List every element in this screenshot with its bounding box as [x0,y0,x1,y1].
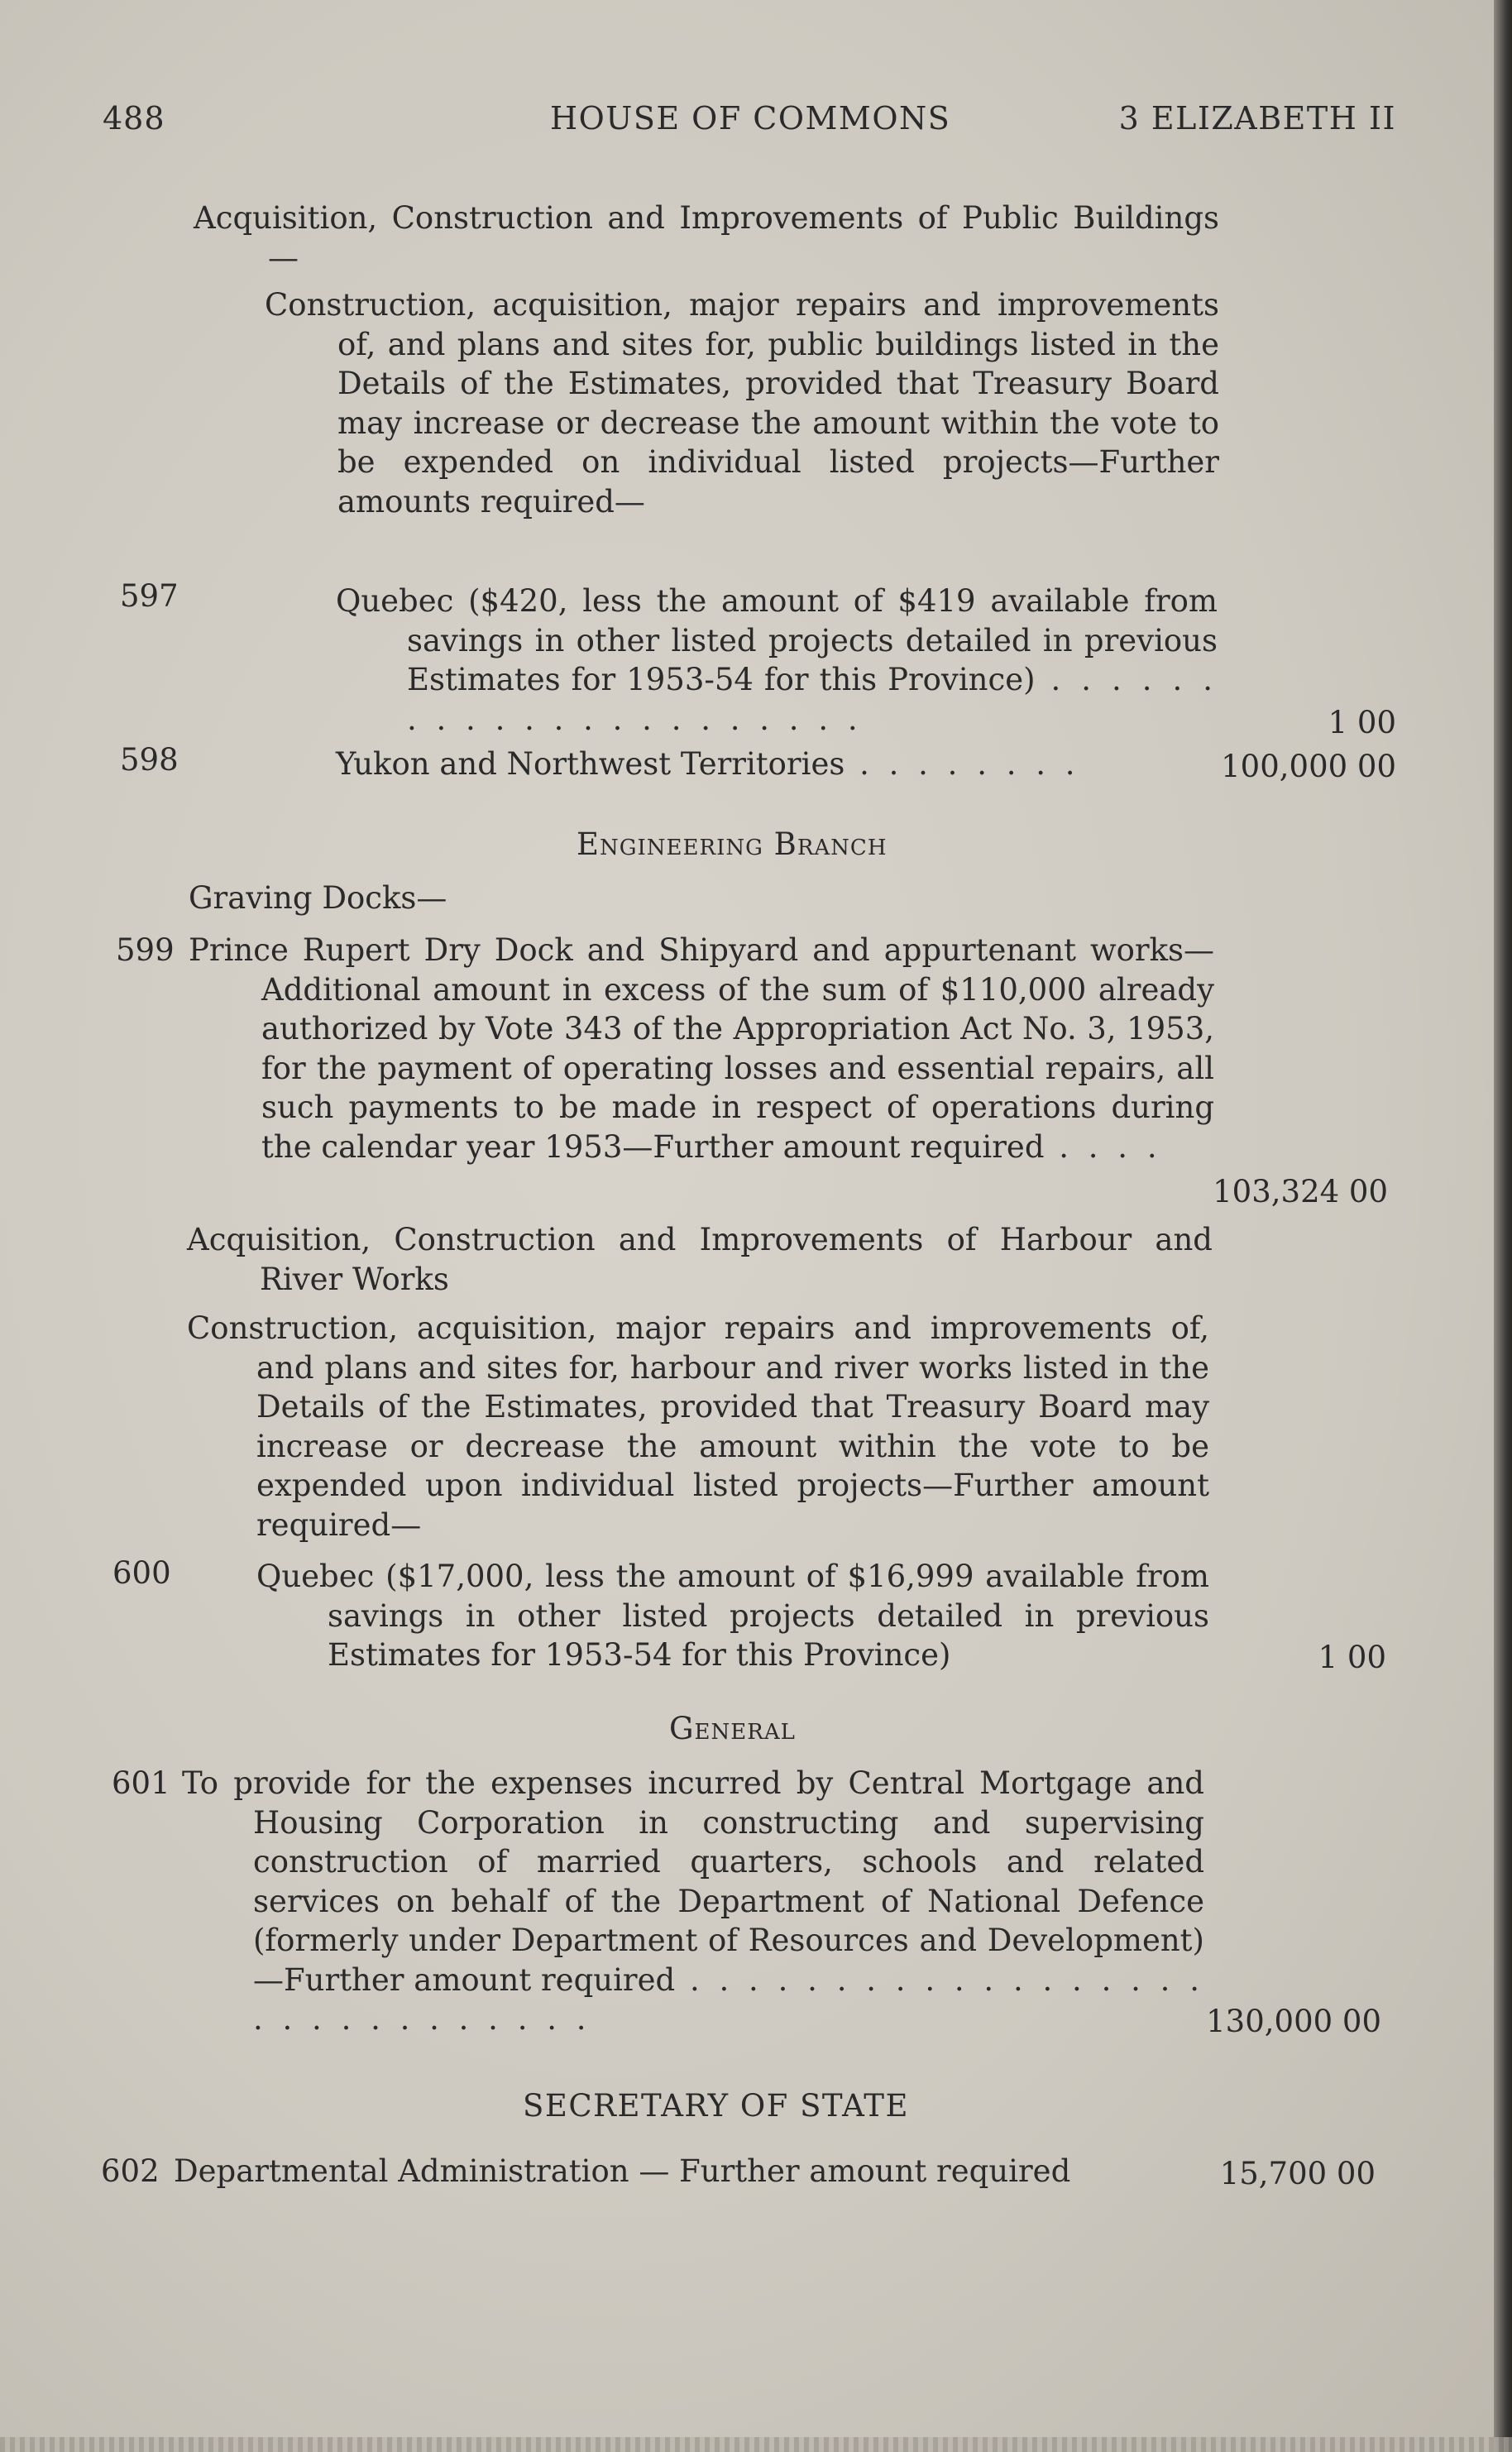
vote-number: 599 [116,932,175,968]
running-title: HOUSE OF COMMONS [550,100,951,136]
vote-description: Prince Rupert Dry Dock and Shipyard and appurtenant works—Additional amount in excess of the sum of $110,000 already authorized by Vote 343 of the Appropriation Act No. 3, 1953, for the payment of operating losses and essential repairs, all such payments to be made in respect of operations during the calendar year 1953—Further amount required [189,932,1214,1165]
page-bottom-edge [0,2437,1512,2452]
page-number: 488 [103,100,165,136]
harbour-intro: Construction, acquisition, major repairs and improvements of, and plans and sites for, harbour and river works listed in the Details of the Estimates, provided that Treasury Board may increase or decrease the amount within the vote to be expended upon individual listed projects—Further amount required— [187,1310,1209,1543]
vote-text [336,582,1218,739]
vote-description: To provide for the expenses incurred by Central Mortgage and Housing Corporation in constructing and supervising construction of married quarters, schools and related services on behalf of the Department of National Defence (formerly under Department of Resources and Development)—Further amount required [182,1765,1204,1998]
vote-text: Quebec ($17,000, less the amount of $16,999 available from savings in other listed projects detailed in previous Estimates for 1953-54 for this Province) [256,1559,1209,1673]
vote-number: 598 [120,742,179,778]
vote-text [189,931,1214,1166]
vote-number: 601 [112,1765,170,1801]
dot-leader: . . . . . . . . . . . . . . . . . . . . . . [407,662,1218,737]
vote-number: 602 [101,2153,160,2189]
section-heading-engineering: Engineering Branch [577,826,888,862]
vote-number: 597 [120,578,179,614]
vote-description: Yukon and Northwest Territories [336,746,845,782]
vote-description: Quebec ($420, less the amount of $419 available from savings in other listed projects detailed in previous Estimates for 1953-54 for this Province) [336,583,1218,697]
dot-leader: . . . . [1044,1128,1162,1165]
page-binding-edge [1494,0,1512,2452]
dot-leader: . . . . . . . . . . . . . . . . . . . . . . . . . . . . . . [253,1961,1204,2037]
vote-amount: 15,700 00 [1219,2156,1376,2191]
section-heading-secretary-of-state: SECRETARY OF STATE [523,2088,909,2124]
vote-amount: 100,000 00 [1221,749,1396,784]
public-buildings-heading: Acquisition, Construction and Improvements of Public Buildings— [194,200,1219,275]
vote-amount: 130,000 00 [1206,2004,1381,2039]
dot-leader: . . . . . . . . [845,746,1080,782]
vote-text [182,1764,1204,2039]
public-buildings-intro: Construction, acquisition, major repairs and improvements of, and plans and sites for, public buildings listed in the Details of the Estimates, provided that Treasury Board may increase or decrease the amount within the vote to be expended on individual listed projects—Further amounts required— [265,287,1219,520]
harbour-heading: Acquisition, Construction and Improvements of Harbour and River Works [187,1222,1213,1297]
section-heading-general: General [669,1711,796,1746]
vote-text [336,745,1163,784]
vote-text: Departmental Administration — Further amount required [174,2153,1071,2189]
vote-amount: 103,324 00 [1213,1174,1388,1209]
subheading-graving-docks: Graving Docks— [189,880,447,916]
vote-amount: 1 00 [1318,1640,1386,1675]
vote-number: 600 [112,1555,171,1591]
vote-amount: 1 00 [1328,705,1396,740]
session-label: 3 ELIZABETH II [1118,100,1396,136]
